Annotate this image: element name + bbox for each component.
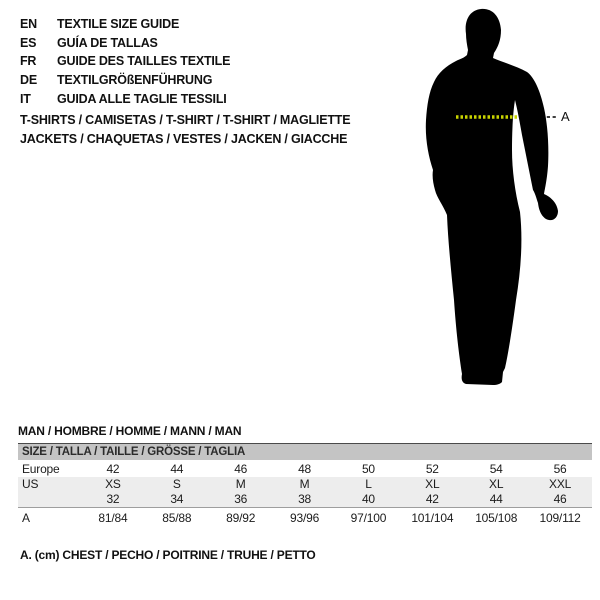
category-list — [20, 111, 350, 148]
language-label: GUIDA ALLE TAGLIE TESSILI — [57, 91, 227, 106]
us-size: XL — [489, 477, 504, 491]
language-label: TEXTILGRÖßENFÜHRUNG — [57, 73, 213, 88]
table-cell: 97/100 — [350, 511, 387, 525]
us-size-num: 32 — [106, 492, 120, 506]
category-line-jackets: JACKETS / CHAQUETAS / VESTES / JACKEN / GIACCHE — [20, 131, 348, 146]
table-row-chest — [18, 508, 592, 528]
table-cell — [337, 477, 401, 507]
language-code: ES — [20, 35, 37, 50]
language-row — [20, 90, 230, 109]
table-row-us — [18, 477, 592, 508]
category-line-tshirts: T-SHIRTS / CAMISETAS / T-SHIRT / T-SHIRT / MAGLIETTE — [20, 113, 351, 127]
table-cell: 46 — [234, 461, 248, 476]
us-size: M — [235, 477, 246, 491]
language-label: GUIDE DES TAILLES TEXTILE — [57, 54, 231, 69]
language-code: FR — [20, 54, 37, 69]
us-size: L — [365, 477, 372, 491]
us-size-num: 36 — [234, 492, 248, 506]
us-size-num: 40 — [361, 492, 375, 506]
man-silhouette-figure — [415, 0, 600, 400]
table-cell: 48 — [298, 461, 312, 476]
table-cell: 105/108 — [475, 511, 518, 525]
language-label: GUÍA DE TALLAS — [57, 35, 158, 50]
us-size-num: 34 — [170, 492, 184, 506]
language-list — [20, 15, 230, 109]
us-size-num: 44 — [489, 492, 503, 506]
table-cell: 109/112 — [539, 511, 581, 525]
language-row — [20, 15, 230, 34]
table-cell — [81, 477, 145, 507]
language-code: DE — [20, 73, 37, 88]
table-cell — [209, 477, 273, 507]
row-label: US — [22, 477, 39, 491]
us-size: S — [172, 477, 181, 491]
table-cell: 56 — [553, 461, 567, 476]
table-cell: 89/92 — [226, 511, 256, 525]
man-silhouette-icon — [426, 9, 558, 385]
table-cell: 52 — [425, 461, 439, 476]
table-cell: 101/104 — [411, 511, 454, 525]
us-size-num: 42 — [425, 492, 439, 506]
us-size: XL — [425, 477, 440, 491]
table-cell: 44 — [170, 461, 184, 476]
language-row — [20, 34, 230, 53]
us-size: XXL — [549, 477, 572, 491]
language-label: TEXTILE SIZE GUIDE — [57, 17, 180, 31]
row-label: Europe — [22, 461, 60, 476]
row-label: A — [22, 511, 30, 525]
table-cell — [400, 477, 464, 507]
table-cell: 54 — [489, 461, 503, 476]
table-cell — [528, 477, 592, 507]
measurement-legend: A. (cm) CHEST / PECHO / POITRINE / TRUHE / PETTO — [20, 548, 316, 562]
measure-label-a: A — [561, 109, 570, 124]
language-code: EN — [20, 17, 37, 31]
table-cell: 93/96 — [290, 511, 320, 525]
size-table — [18, 443, 592, 528]
table-cell — [464, 477, 528, 507]
language-row — [20, 71, 230, 90]
table-cell — [145, 477, 209, 507]
us-size-num: 38 — [298, 492, 312, 506]
table-row-europe — [18, 460, 592, 477]
language-code: IT — [20, 91, 31, 106]
us-size: M — [299, 477, 310, 491]
us-size: XS — [105, 477, 121, 491]
language-row — [20, 52, 230, 71]
section-heading-man: MAN / HOMBRE / HOMME / MANN / MAN — [18, 424, 242, 438]
table-cell: 85/88 — [162, 511, 192, 525]
size-table-header: SIZE / TALLA / TAILLE / GRÖSSE / TAGLIA — [18, 444, 592, 460]
table-cell: 50 — [361, 461, 375, 476]
table-cell — [273, 477, 337, 507]
table-cell: 42 — [106, 461, 120, 476]
table-cell: 81/84 — [98, 511, 128, 525]
us-size-num: 46 — [553, 492, 567, 506]
